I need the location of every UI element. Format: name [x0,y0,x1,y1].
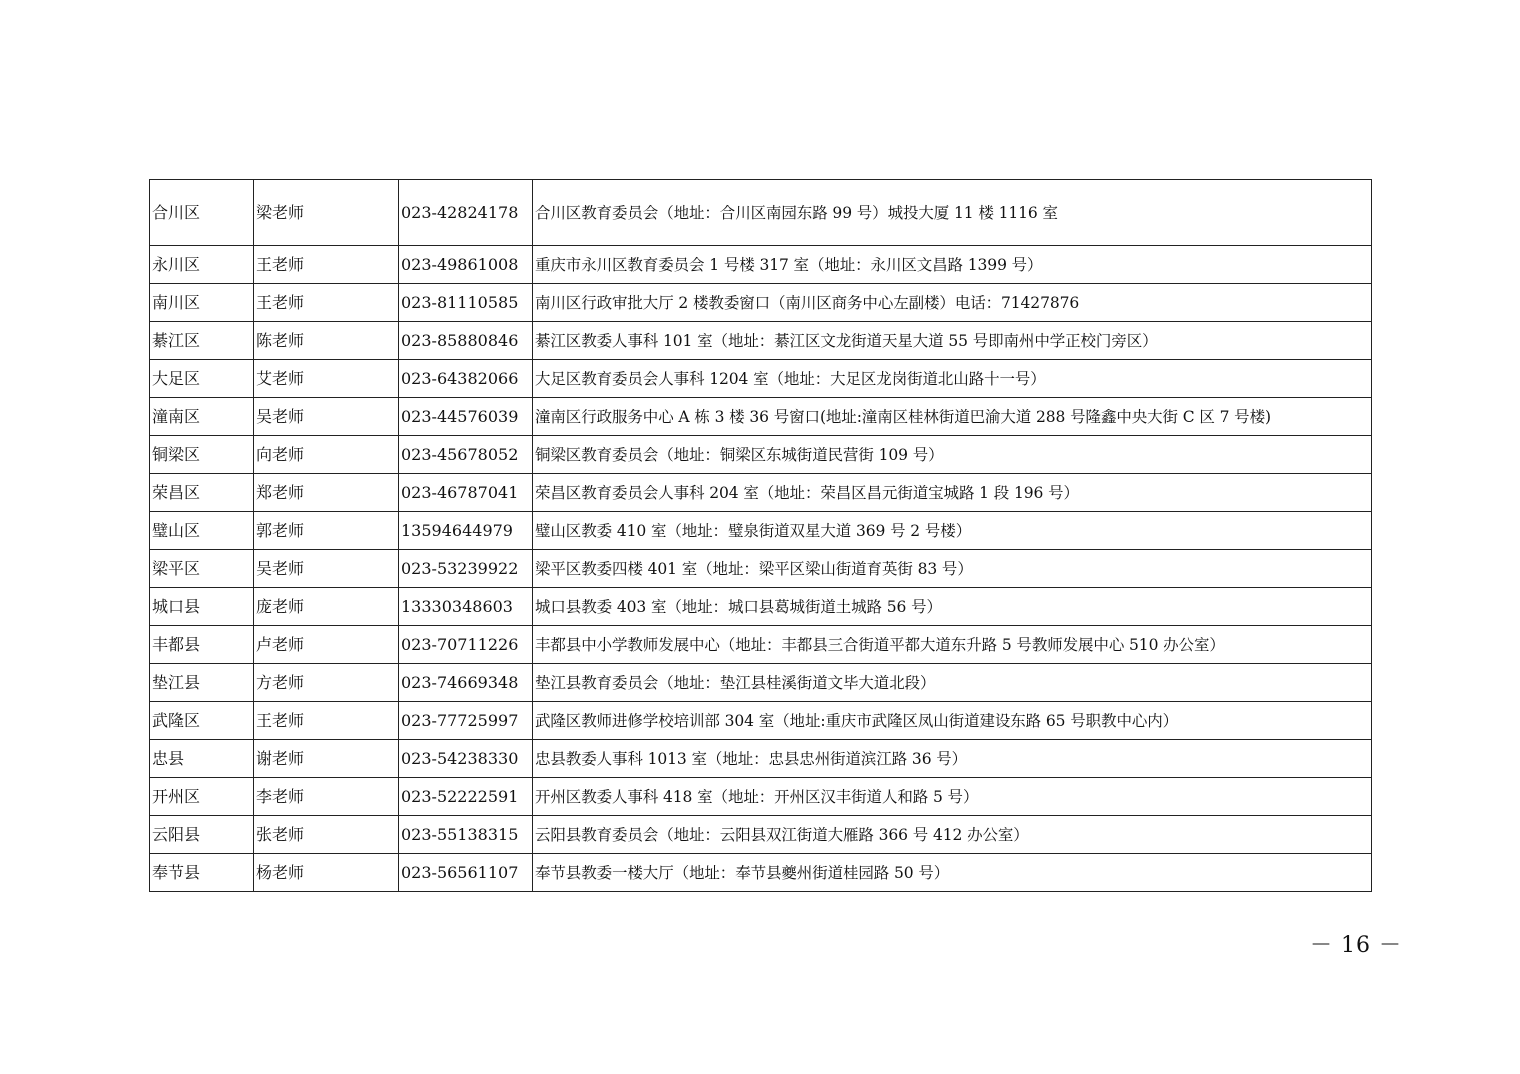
teacher-cell: 庞老师 [254,588,399,626]
district-cell: 大足区 [150,360,254,398]
district-cell: 璧山区 [150,512,254,550]
contact-table [149,179,1372,892]
table-row [150,664,1372,702]
table-row [150,436,1372,474]
teacher-cell: 卢老师 [254,626,399,664]
phone-cell: 023-46787041 [399,474,533,512]
teacher-cell: 王老师 [254,284,399,322]
address-cell: 奉节县教委一楼大厅（地址：奉节县夔州街道桂园路 50 号） [533,854,1372,892]
teacher-cell: 方老师 [254,664,399,702]
teacher-cell: 王老师 [254,702,399,740]
phone-cell: 023-42824178 [399,180,533,246]
phone-cell: 023-49861008 [399,246,533,284]
phone-cell: 023-52222591 [399,778,533,816]
address-cell: 丰都县中小学教师发展中心（地址：丰都县三合街道平都大道东升路 5 号教师发展中心 510 办公室） [533,626,1372,664]
table-row [150,550,1372,588]
table-row [150,512,1372,550]
table-row [150,180,1372,246]
address-cell: 铜梁区教育委员会（地址：铜梁区东城街道民营街 109 号） [533,436,1372,474]
address-cell: 潼南区行政服务中心 A 栋 3 楼 36 号窗口(地址:潼南区桂林街道巴渝大道 288 号隆鑫中央大街 C 区 7 号楼) [533,398,1372,436]
table-row [150,702,1372,740]
phone-cell: 13594644979 [399,512,533,550]
table-row [150,626,1372,664]
teacher-cell: 郑老师 [254,474,399,512]
teacher-cell: 王老师 [254,246,399,284]
district-cell: 合川区 [150,180,254,246]
phone-cell: 023-70711226 [399,626,533,664]
address-cell: 大足区教育委员会人事科 1204 室（地址：大足区龙岗街道北山路十一号） [533,360,1372,398]
address-cell: 綦江区教委人事科 101 室（地址：綦江区文龙街道天星大道 55 号即南州中学正校门旁区） [533,322,1372,360]
teacher-cell: 谢老师 [254,740,399,778]
phone-cell: 023-81110585 [399,284,533,322]
district-cell: 綦江区 [150,322,254,360]
phone-cell: 023-44576039 [399,398,533,436]
table-row [150,740,1372,778]
phone-cell: 023-56561107 [399,854,533,892]
address-cell: 梁平区教委四楼 401 室（地址：梁平区梁山街道育英街 83 号） [533,550,1372,588]
phone-cell: 023-74669348 [399,664,533,702]
district-cell: 垫江县 [150,664,254,702]
district-cell: 云阳县 [150,816,254,854]
address-cell: 南川区行政审批大厅 2 楼教委窗口（南川区商务中心左副楼）电话：71427876 [533,284,1372,322]
teacher-cell: 向老师 [254,436,399,474]
table-row [150,588,1372,626]
address-cell: 忠县教委人事科 1013 室（地址：忠县忠州街道滨江路 36 号） [533,740,1372,778]
teacher-cell: 郭老师 [254,512,399,550]
district-cell: 丰都县 [150,626,254,664]
district-cell: 潼南区 [150,398,254,436]
district-cell: 武隆区 [150,702,254,740]
table-row [150,360,1372,398]
address-cell: 云阳县教育委员会（地址：云阳县双江街道大雁路 366 号 412 办公室） [533,816,1372,854]
address-cell: 重庆市永川区教育委员会 1 号楼 317 室（地址：永川区文昌路 1399 号） [533,246,1372,284]
address-cell: 垫江县教育委员会（地址：垫江县桂溪街道文毕大道北段） [533,664,1372,702]
teacher-cell: 吴老师 [254,550,399,588]
district-cell: 南川区 [150,284,254,322]
table-row [150,816,1372,854]
table-row [150,398,1372,436]
address-cell: 城口县教委 403 室（地址：城口县葛城街道土城路 56 号） [533,588,1372,626]
phone-cell: 023-85880846 [399,322,533,360]
teacher-cell: 张老师 [254,816,399,854]
phone-cell: 023-64382066 [399,360,533,398]
address-cell: 荣昌区教育委员会人事科 204 室（地址：荣昌区昌元街道宝城路 1 段 196 号） [533,474,1372,512]
district-cell: 奉节县 [150,854,254,892]
district-cell: 荣昌区 [150,474,254,512]
district-cell: 城口县 [150,588,254,626]
contact-table-body [150,180,1372,892]
table-row [150,246,1372,284]
phone-cell: 023-55138315 [399,816,533,854]
address-cell: 璧山区教委 410 室（地址：璧泉街道双星大道 369 号 2 号楼） [533,512,1372,550]
page-number: － 16 － [1310,933,1402,958]
phone-cell: 13330348603 [399,588,533,626]
table-row [150,284,1372,322]
district-cell: 开州区 [150,778,254,816]
teacher-cell: 李老师 [254,778,399,816]
district-cell: 铜梁区 [150,436,254,474]
teacher-cell: 梁老师 [254,180,399,246]
teacher-cell: 杨老师 [254,854,399,892]
phone-cell: 023-54238330 [399,740,533,778]
district-cell: 梁平区 [150,550,254,588]
phone-cell: 023-53239922 [399,550,533,588]
table-row [150,474,1372,512]
phone-cell: 023-45678052 [399,436,533,474]
teacher-cell: 艾老师 [254,360,399,398]
phone-cell: 023-77725997 [399,702,533,740]
teacher-cell: 陈老师 [254,322,399,360]
district-cell: 永川区 [150,246,254,284]
teacher-cell: 吴老师 [254,398,399,436]
district-cell: 忠县 [150,740,254,778]
address-cell: 武隆区教师进修学校培训部 304 室（地址:重庆市武隆区凤山街道建设东路 65 号职教中心内） [533,702,1372,740]
table-row [150,778,1372,816]
table-row [150,322,1372,360]
address-cell: 开州区教委人事科 418 室（地址：开州区汉丰街道人和路 5 号） [533,778,1372,816]
table-row [150,854,1372,892]
address-cell: 合川区教育委员会（地址：合川区南园东路 99 号）城投大厦 11 楼 1116 室 [533,180,1372,246]
